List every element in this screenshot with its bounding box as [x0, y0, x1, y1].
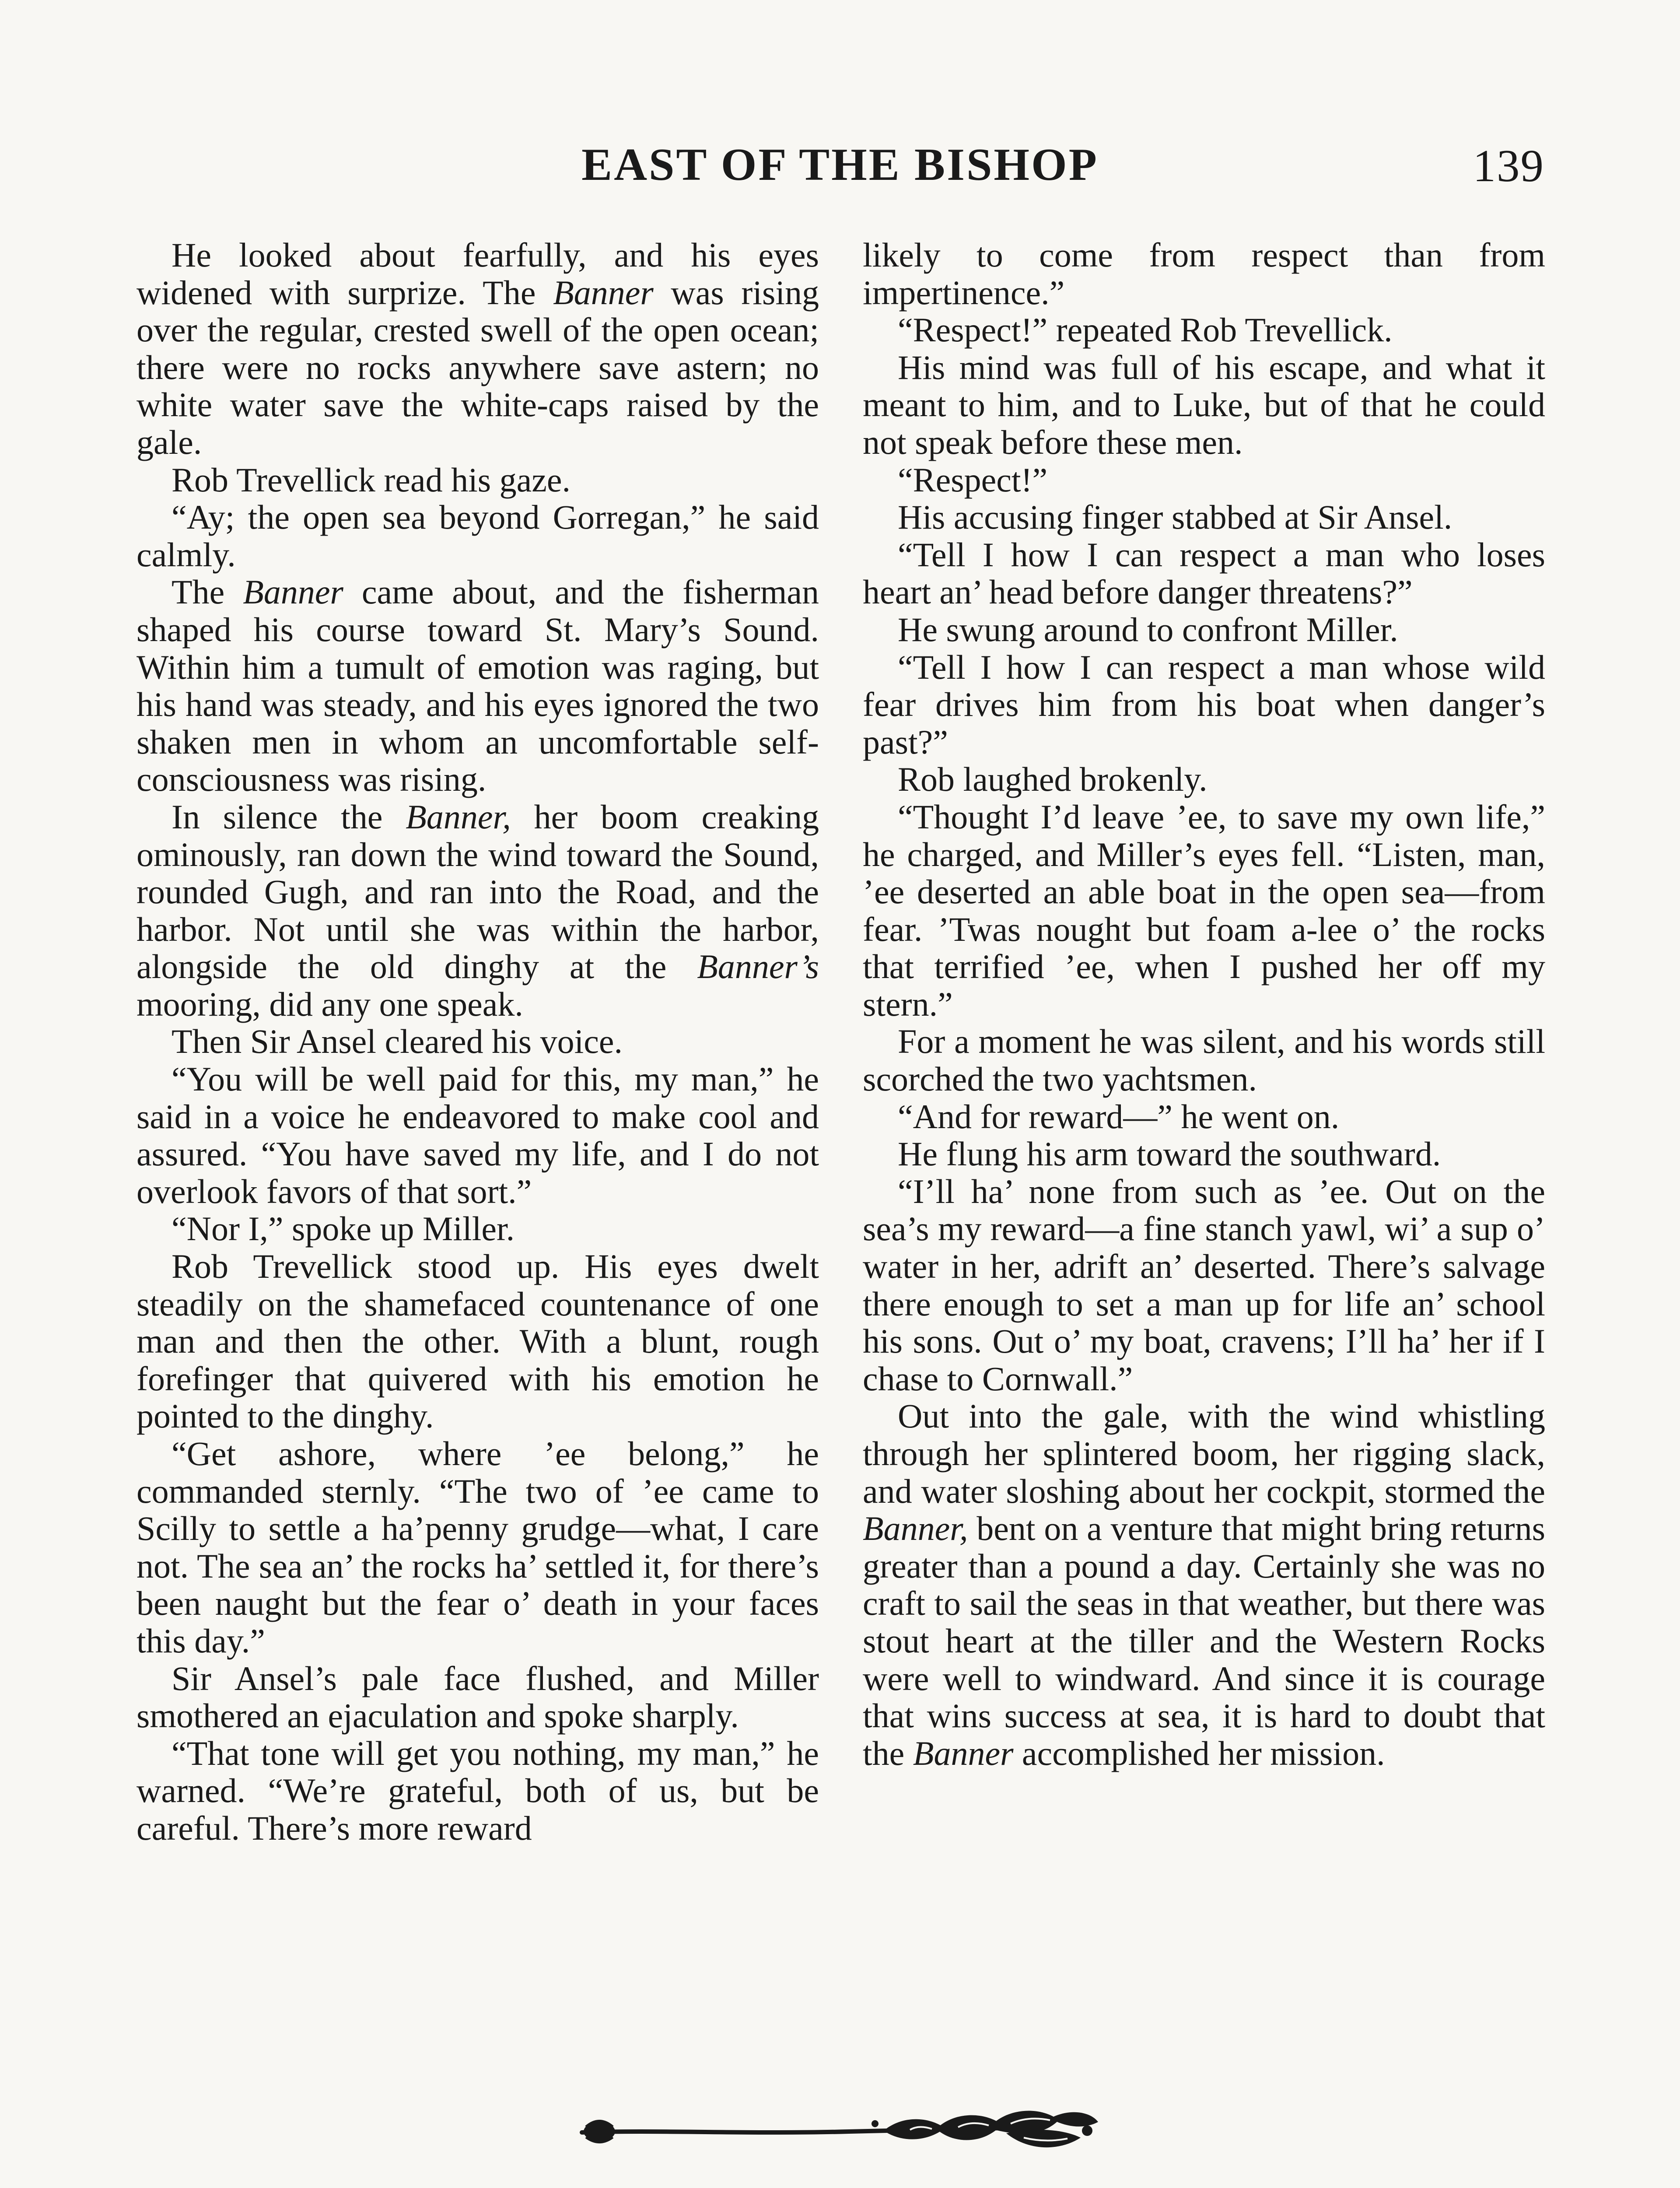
paragraph-text: “You will be well paid for this, my man,” he said in a voice he endeavored to make cool and assured. “You have saved my life, and I do not overlook favors of that sort.” [136, 1060, 819, 1210]
right-column [863, 236, 1545, 1772]
paragraph-text: “Thought I’d leave ’ee, to save my own life,” he charged, and Miller’s eyes fell. “Listen, man, ’ee deserted an able boat in the open sea—from fear. ’Twas nought but foam a-lee o’ the rocks that terrified ’ee, when I pushed her off my stern.” [863, 797, 1545, 1023]
paragraph [863, 1098, 1545, 1136]
paragraph-text: Rob Trevellick read his gaze. [172, 460, 570, 499]
paragraph [136, 1248, 819, 1435]
paragraph-text: Rob Trevellick stood up. His eyes dwelt steadily on the shamefaced countenance of one man and then the other. With a blunt, rough forefinger that quivered with his emotion he pointed to the dinghy. [136, 1247, 819, 1435]
paragraph-text: came about, and the fisherman shaped his course toward St. Mary’s Sound. Within him a tumult of emotion was raging, but his hand was steady, and his eyes ignored the two shaken men in whom an uncomfortable self-consciousness was rising. [136, 573, 819, 799]
paragraph-text: His mind was full of his escape, and what it meant to him, and to Luke, but of that he could not speak before these men. [863, 348, 1545, 461]
paragraph-text: “And for reward—” he went on. [898, 1097, 1340, 1136]
paragraph-text: “Respect!” repeated Rob Trevellick. [898, 311, 1393, 349]
paragraph [136, 236, 819, 461]
paragraph [863, 236, 1545, 311]
paragraph [863, 461, 1545, 499]
paragraph [863, 536, 1545, 611]
italic-text: Banner [553, 273, 654, 312]
paragraph-text: mooring, did any one speak. [136, 985, 523, 1023]
paragraph-text: Out into the gale, with the wind whistling through her splintered boom, her rigging slack, and water sloshing about her cockpit, stormed the [863, 1397, 1545, 1510]
italic-text: Banner’s [697, 947, 819, 986]
paragraph-text: “Respect!” [898, 460, 1048, 499]
paragraph [136, 798, 819, 1023]
paragraph [863, 349, 1545, 461]
paragraph-text: Sir Ansel’s pale face flushed, and Miller smothered an ejaculation and spoke sharply. [136, 1659, 819, 1735]
paragraph [863, 1173, 1545, 1398]
paragraph [136, 1435, 819, 1660]
paragraph-text: “That tone will get you nothing, my man,” he warned. “We’re grateful, both of us, but be careful. There’s more reward [136, 1734, 819, 1847]
paragraph [863, 311, 1545, 349]
italic-text: Banner, [406, 797, 511, 836]
left-column [136, 236, 819, 1847]
paragraph-text: “Tell I how I can respect a man who loses heart an’ head before danger threatens?” [863, 535, 1545, 611]
paragraph [863, 1023, 1545, 1098]
paragraph [863, 798, 1545, 1023]
paragraph-text: His accusing finger stabbed at Sir Ansel. [898, 498, 1452, 536]
page-title: EAST OF THE BISHOP [581, 139, 1099, 190]
paragraph [136, 1735, 819, 1847]
paragraph-text: “Get ashore, where ’ee belong,” he commanded sternly. “The two of ’ee came to Scilly to settle a ha’penny grudge—what, I care not. The sea an’ the rocks ha’ settled it, for there’s been naught but the fear o’ death in your faces this day.” [136, 1434, 819, 1660]
paragraph-text: accomplished her mission. [1013, 1734, 1385, 1772]
italic-text: Banner [913, 1734, 1014, 1772]
paragraph [863, 1135, 1545, 1173]
paragraph-text: Rob laughed brokenly. [898, 760, 1208, 799]
paragraph-text: “Ay; the open sea beyond Gorregan,” he said calmly. [136, 498, 819, 574]
paragraph [136, 573, 819, 798]
paragraph-text: He looked about fearfully, and his eyes widened with surprize. The [136, 236, 819, 312]
paragraph [863, 1397, 1545, 1772]
paragraph-text: He swung around to confront Miller. [898, 610, 1398, 649]
paragraph [136, 1660, 819, 1735]
ornament-branch-icon [569, 2103, 1111, 2160]
italic-text: Banner [243, 573, 343, 611]
paragraph [136, 1210, 819, 1248]
paragraph [136, 1060, 819, 1210]
paragraph-text: her boom creaking ominously, ran down the wind toward the Sound, rounded Gugh, and ran into the Road, and the harbor. Not until she was within the harbor, alongside the old dinghy at the [136, 797, 819, 986]
paragraph [863, 498, 1545, 536]
paragraph [136, 1023, 819, 1060]
paragraph-text: Then Sir Ansel cleared his voice. [172, 1022, 623, 1061]
paragraph [136, 498, 819, 573]
paragraph [863, 649, 1545, 761]
paragraph-text: He flung his arm toward the southward. [898, 1135, 1441, 1173]
italic-text: Banner, [863, 1509, 968, 1548]
paragraph-text: “Tell I how I can respect a man whose wild fear drives him from his boat when danger’s past?” [863, 648, 1545, 761]
paragraph-text: “Nor I,” spoke up Miller. [172, 1210, 515, 1248]
paragraph-text: was rising over the regular, crested swell of the open ocean; there were no rocks anywhere save astern; no white water save the white-caps raised by the gale. [136, 273, 819, 461]
paragraph-text: bent on a venture that might bring returns greater than a pound a day. Certainly she was no craft to sail the seas in that weather, but there was stout heart at the tiller and the Western Rocks were well to windward. And since it is courage that wins success at sea, it is hard to doubt that the [863, 1509, 1545, 1772]
paragraph [136, 461, 819, 499]
paragraph [863, 611, 1545, 649]
paragraph-text: “I’ll ha’ none from such as ’ee. Out on the sea’s my reward—a fine stanch yawl, wi’ a sup o’ water in her, adrift an’ deserted. There’s salvage there enough to set a man up for life an’ school his sons. Out o’ my boat, cravens; I’ll ha’ her if I chase to Cornwall.” [863, 1172, 1545, 1398]
paragraph [863, 761, 1545, 798]
paragraph-text: The [172, 573, 243, 611]
paragraph-text: For a moment he was silent, and his words still scorched the two yachtsmen. [863, 1022, 1545, 1098]
paragraph-text: likely to come from respect than from impertinence.” [863, 236, 1545, 312]
paragraph-text: In silence the [172, 797, 406, 836]
page-number: 139 [1473, 140, 1544, 191]
